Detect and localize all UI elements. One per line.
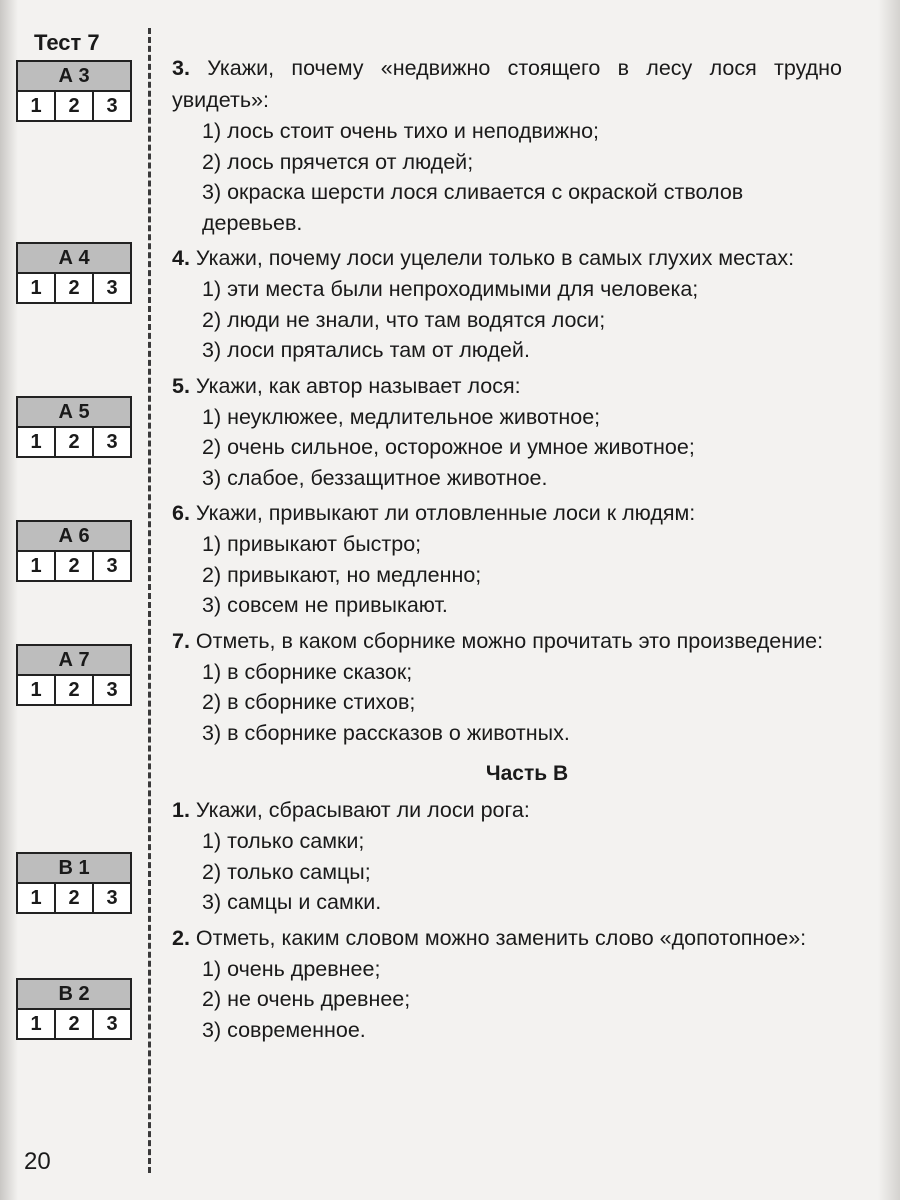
answer-cell-3[interactable]: 3 (106, 555, 118, 577)
question-number: 6. (172, 501, 190, 525)
question-b1 (172, 794, 842, 918)
answer-option: 3) слабое, беззащитное животное. (202, 465, 548, 490)
question-a3 (172, 52, 842, 238)
answer-option: 1) эти места были непроходимыми для человека; (202, 277, 699, 301)
answer-cell-3[interactable]: 3 (106, 431, 118, 453)
answer-box-label: В 1 (18, 854, 130, 884)
answer-cell-2[interactable]: 2 (56, 676, 94, 704)
answer-cell-1[interactable]: 1 (18, 676, 56, 704)
answer-option: 1) привыкают быстро; (202, 532, 422, 556)
answer-option: 3) современное. (202, 1017, 366, 1042)
section-b-title: Часть В (485, 762, 569, 785)
question-number: 3. (172, 56, 190, 80)
answer-option: 3) в сборнике рассказов о животных. (202, 720, 570, 745)
answer-option: 1) очень древнее; (202, 956, 381, 981)
page-edge-shadow (878, 0, 900, 1200)
test-label: Тест 7 (34, 30, 100, 55)
page-number: 20 (24, 1148, 51, 1175)
answer-box-a7 (16, 644, 132, 706)
question-a4 (172, 242, 842, 366)
answer-option: 2) не очень древнее; (202, 987, 411, 1011)
answer-option: 3) совсем не привыкают. (202, 593, 448, 617)
answer-cell-1[interactable]: 1 (18, 428, 56, 456)
question-text: Отметь, в каком сборнике можно прочитать это произведение: (189, 628, 824, 653)
answer-cell-1[interactable]: 1 (18, 552, 56, 580)
questions-column (172, 52, 842, 1049)
question-b2 (172, 922, 842, 1046)
answer-cell-1[interactable]: 1 (18, 1010, 56, 1038)
answer-option: 1) в сборнике сказок; (202, 659, 413, 684)
question-a6 (172, 497, 842, 621)
answer-option: 1) неуклюжее, медлительное животное; (202, 404, 601, 429)
answer-option: 2) только самцы; (202, 859, 371, 884)
question-text: Укажи, как автор называет лося: (189, 373, 521, 398)
answer-option: 3) лоси прятались там от людей. (202, 338, 530, 362)
answer-cell-2[interactable]: 2 (56, 92, 94, 120)
answer-cell-2[interactable]: 2 (56, 428, 94, 456)
answer-option: 2) в сборнике стихов; (202, 690, 416, 714)
answer-box-a6 (16, 520, 132, 582)
question-a5 (172, 370, 842, 494)
answer-cell-2[interactable]: 2 (56, 884, 94, 912)
answer-box-label: А 4 (18, 244, 130, 274)
answer-option: 2) лось прячется от людей; (202, 149, 474, 174)
answer-box-label: А 3 (18, 62, 130, 92)
answer-box-a3 (16, 60, 132, 122)
question-number: 4. (172, 246, 190, 270)
answer-box-b1 (16, 852, 132, 914)
question-number: 2. (172, 925, 190, 950)
question-number: 5. (172, 373, 190, 398)
answer-cell-2[interactable]: 2 (56, 552, 94, 580)
dashed-divider (148, 28, 151, 1173)
answer-option: 2) люди не знали, что там водятся лоси; (202, 307, 606, 332)
answer-cell-1[interactable]: 1 (18, 274, 56, 302)
answer-option: 1) только самки; (202, 829, 365, 853)
question-text: Отметь, каким словом можно заменить слово «допотопное»: (189, 925, 807, 950)
question-text: Укажи, почему лоси уцелели только в самых глухих местах: (189, 246, 795, 270)
answer-cell-2[interactable]: 2 (56, 274, 94, 302)
answer-box-label: А 5 (18, 398, 130, 428)
answer-box-label: А 7 (18, 646, 130, 676)
question-number: 7. (172, 628, 190, 653)
question-text: Укажи, привыкают ли отловленные лоси к людям: (189, 501, 696, 525)
answer-box-a5 (16, 396, 132, 458)
answer-option: 2) очень сильное, осторожное и умное животное; (202, 435, 695, 459)
answer-box-b2 (16, 978, 132, 1040)
question-a7 (172, 625, 842, 749)
question-number: 1. (172, 798, 190, 822)
answer-box-label: В 2 (18, 980, 130, 1010)
answer-cell-3[interactable]: 3 (106, 95, 118, 117)
answer-option: 2) привыкают, но медленно; (202, 562, 482, 587)
question-text: Укажи, сбрасывают ли лоси рога: (189, 798, 530, 822)
answer-cell-1[interactable]: 1 (18, 884, 56, 912)
answer-cell-3[interactable]: 3 (106, 679, 118, 701)
answer-box-a4 (16, 242, 132, 304)
answer-cell-2[interactable]: 2 (56, 1010, 94, 1038)
answer-cell-1[interactable]: 1 (18, 92, 56, 120)
question-text: Укажи, почему «недвижно стоящего в лесу лося трудно увидеть»: (172, 56, 842, 112)
answer-cell-3[interactable]: 3 (106, 277, 118, 299)
answer-cell-3[interactable]: 3 (106, 1013, 118, 1035)
answer-option: 3) самцы и самки. (202, 890, 382, 914)
answer-option: 1) лось стоит очень тихо и неподвижно; (202, 119, 599, 143)
answer-box-label: А 6 (18, 522, 130, 552)
answer-option: 3) окраска шерсти лося сливается с окраской стволов деревьев. (202, 180, 744, 235)
answer-cell-3[interactable]: 3 (106, 887, 118, 909)
